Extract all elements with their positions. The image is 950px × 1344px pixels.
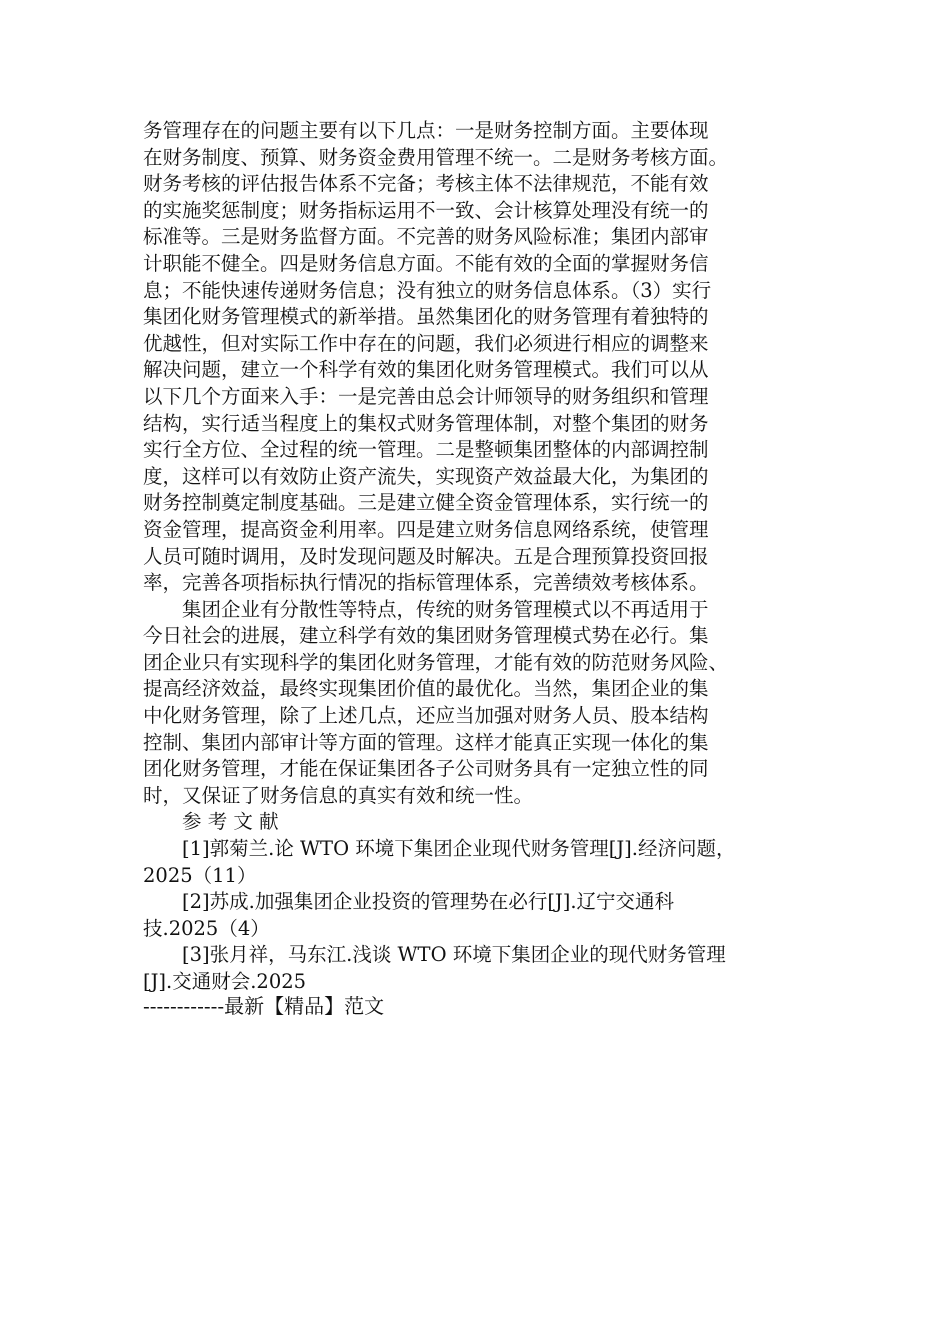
text-line: 解决问题，建立一个科学有效的集团化财务管理模式。我们可以从	[143, 358, 709, 382]
text-line: 的实施奖惩制度；财务指标运用不一致、会计核算处理没有统一的	[143, 198, 709, 222]
text-line: 集团化财务管理模式的新举措。虽然集团化的财务管理有着独特的	[143, 305, 709, 329]
text-line: [J].交通财会.2025	[143, 970, 307, 993]
text-line: 结构，实行适当程度上的集权式财务管理体制，对整个集团的财务	[143, 411, 709, 435]
text-line: 资金管理，提高资金利用率。四是建立财务信息网络系统，使管理	[143, 517, 709, 541]
text-line: 以下几个方面来入手：一是完善由总会计师领导的财务组织和管理	[143, 384, 709, 408]
text-line: 财务考核的评估报告体系不完备；考核主体不法律规范，不能有效	[143, 172, 709, 196]
text-line: 团化财务管理，才能在保证集团各子公司财务具有一定独立性的同	[143, 757, 709, 781]
text-line: 时，又保证了财务信息的真实有效和统一性。	[143, 783, 534, 807]
body-text	[143, 118, 808, 996]
text-line: [3]张月祥，马东江.浅谈 WTO 环境下集团企业的现代财务管理	[143, 943, 726, 967]
text-line: 优越性，但对实际工作中存在的问题，我们必须进行相应的调整来	[143, 331, 709, 355]
text-line: 团企业只有实现科学的集团化财务管理，才能有效的防范财务风险、	[143, 650, 729, 674]
text-line: [1]郭菊兰.论 WTO 环境下集团企业现代财务管理[J].经济问题，	[143, 837, 736, 861]
text-line: 集团企业有分散性等特点，传统的财务管理模式以不再适用于	[143, 597, 709, 621]
text-line: 计职能不健全。四是财务信息方面。不能有效的全面的掌握财务信	[143, 251, 709, 275]
text-line: 财务控制奠定制度基础。三是建立健全资金管理体系，实行统一的	[143, 491, 709, 515]
text-line: 参 考 文 献	[143, 810, 279, 834]
text-line: 控制、集团内部审计等方面的管理。这样才能真正实现一体化的集	[143, 730, 709, 754]
text-line: 实行全方位、全过程的统一管理。二是整顿集团整体的内部调控制	[143, 438, 709, 462]
text-line: 息；不能快速传递财务信息；没有独立的财务信息体系。（3）实行	[143, 278, 712, 302]
text-line: 标准等。三是财务监督方面。不完善的财务风险标准；集团内部审	[143, 225, 709, 249]
text-line: 度，这样可以有效防止资产流失，实现资产效益最大化，为集团的	[143, 464, 709, 488]
text-line: 今日社会的进展，建立科学有效的集团财务管理模式势在必行。集	[143, 624, 709, 648]
text-line: 率，完善各项指标执行情况的指标管理体系，完善绩效考核体系。	[143, 571, 709, 595]
text-line: 技.2025（4）	[143, 916, 270, 940]
text-line: 中化财务管理，除了上述几点，还应当加强对财务人员、股本结构	[143, 704, 709, 728]
text-line: 务管理存在的问题主要有以下几点：一是财务控制方面。主要体现	[143, 119, 709, 142]
text-line: [2]苏成.加强集团企业投资的管理势在必行[J].辽宁交通科	[143, 890, 675, 914]
text-line: 人员可随时调用，及时发现问题及时解决。五是合理预算投资回报	[143, 544, 709, 568]
text-line: 2025（11）	[143, 863, 257, 887]
text-line: 在财务制度、预算、财务资金费用管理不统一。二是财务考核方面。	[143, 145, 729, 169]
footer-text: ------------最新【精品】范文	[143, 994, 385, 1018]
document-page	[143, 118, 808, 996]
text-line: 提高经济效益，最终实现集团价值的最优化。当然，集团企业的集	[143, 677, 709, 701]
